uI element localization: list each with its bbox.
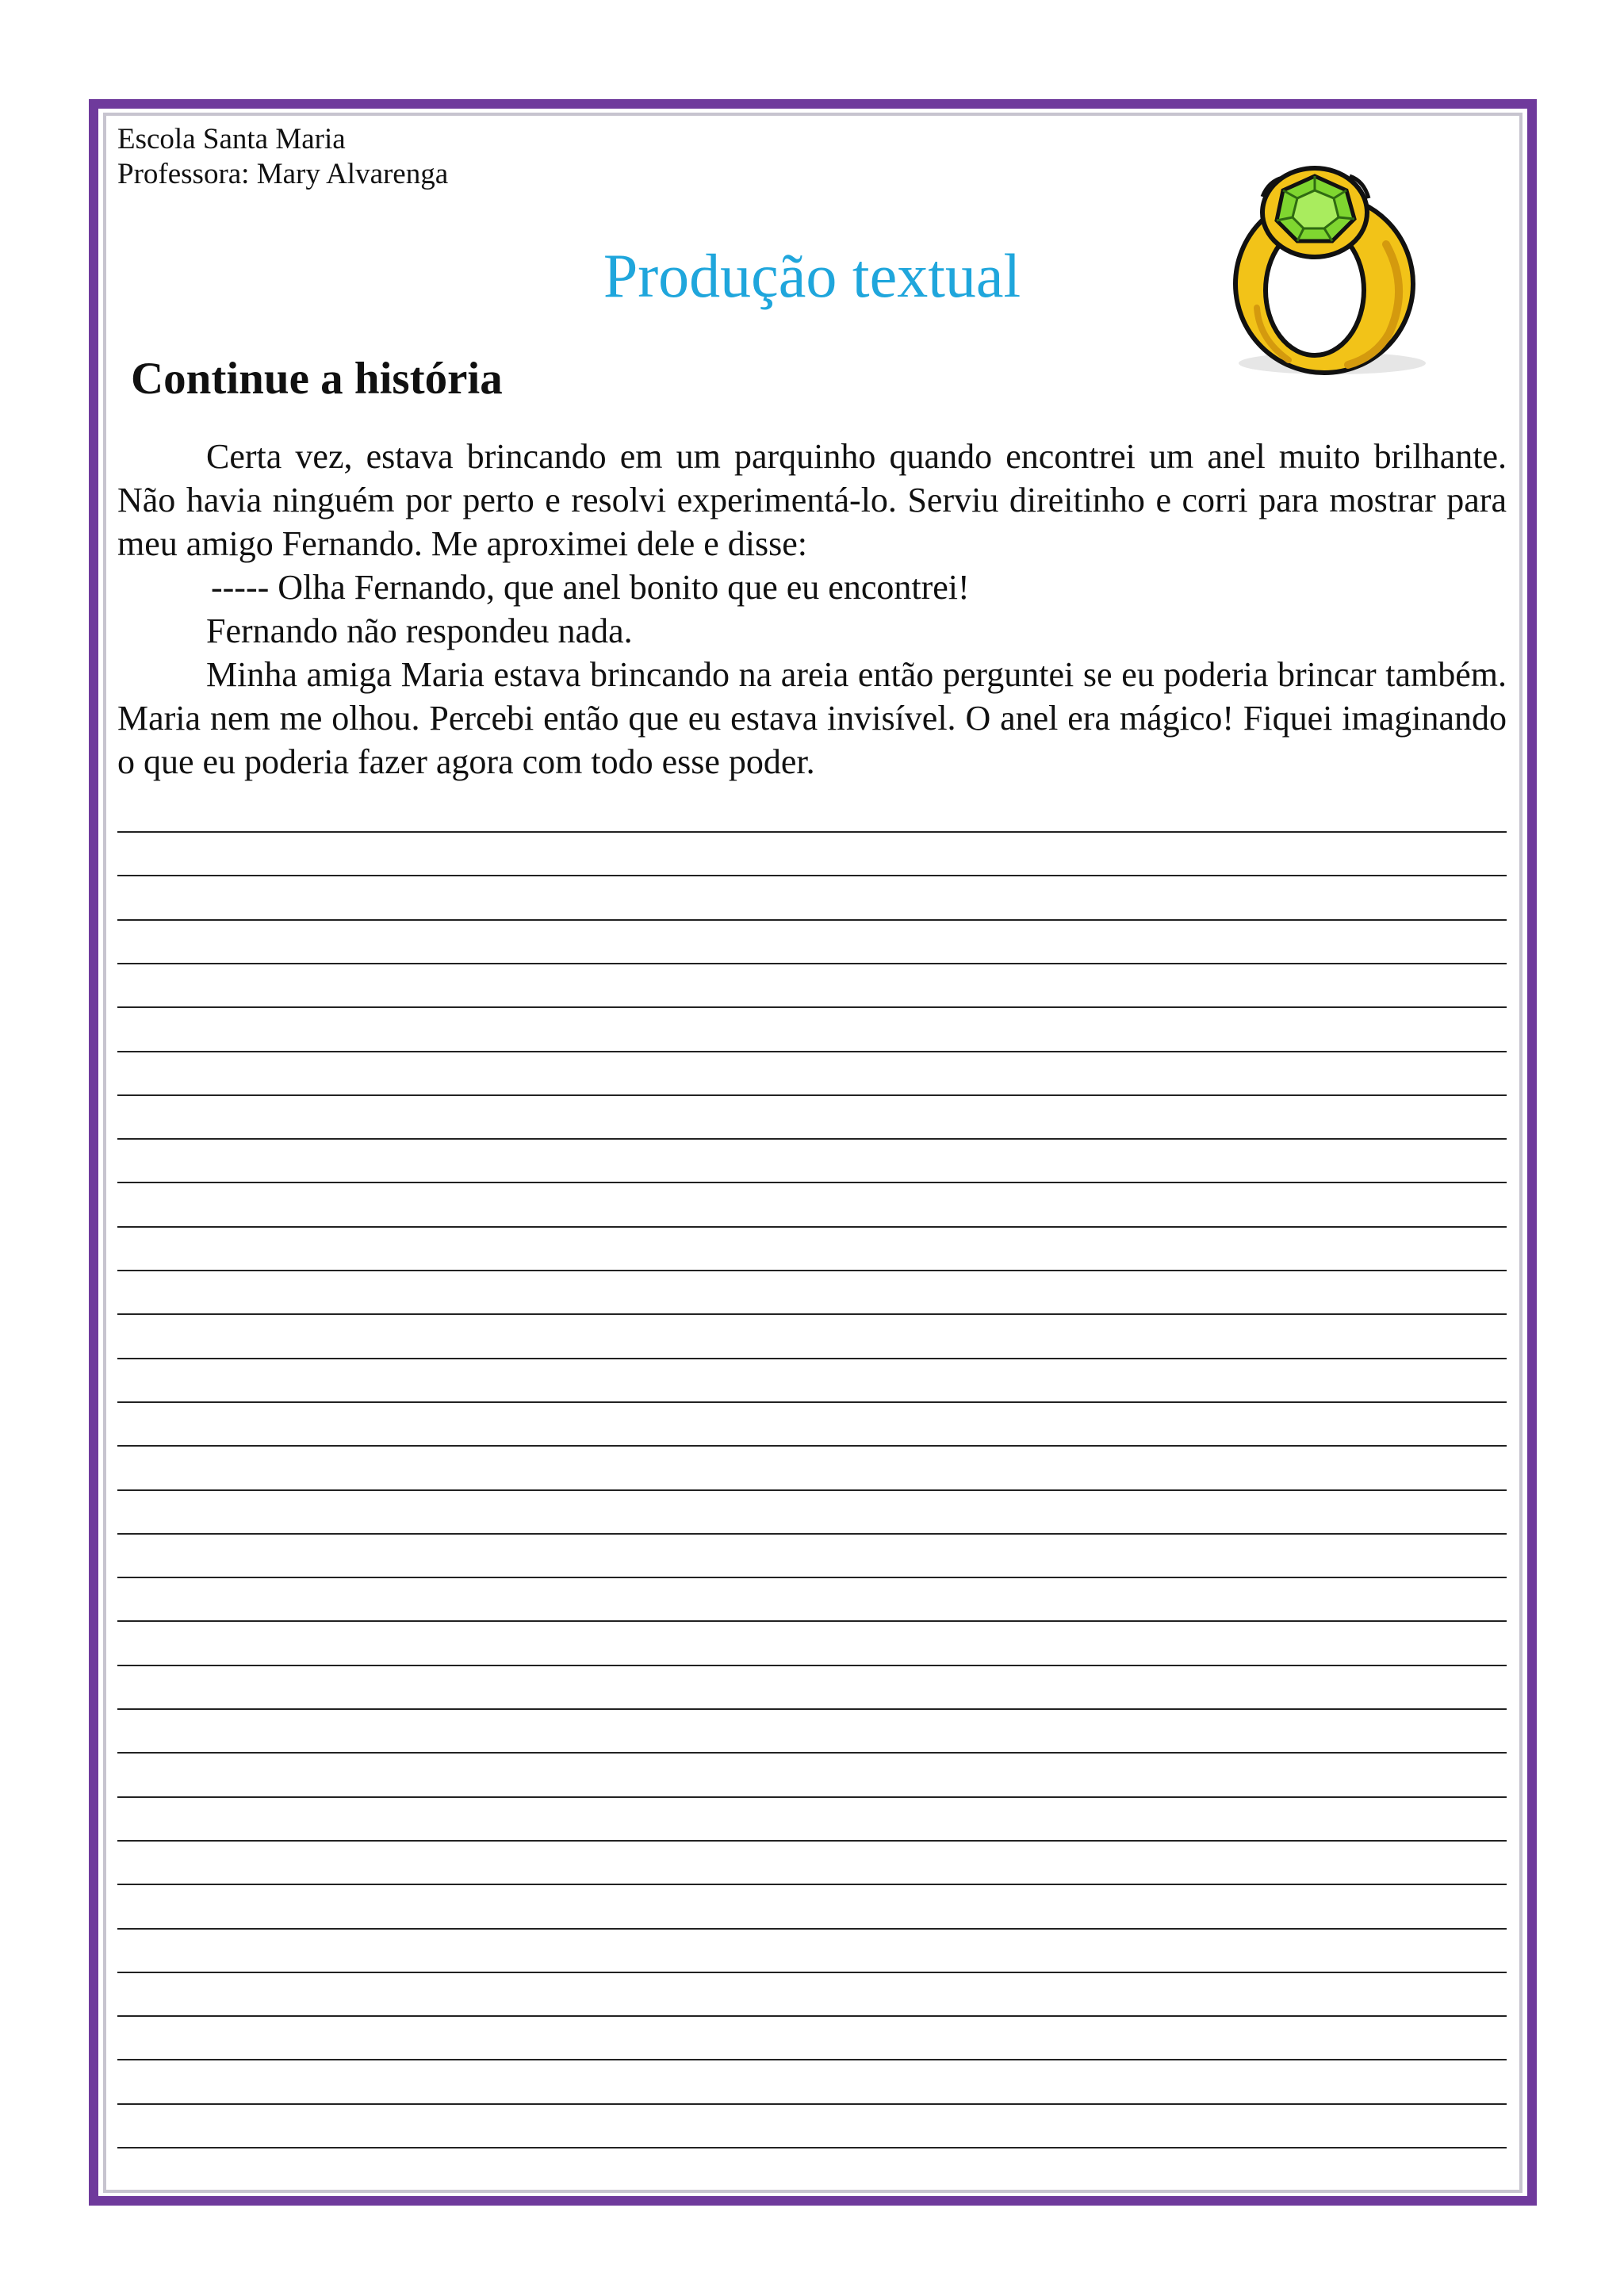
- school-name: Escola Santa Maria: [117, 123, 346, 155]
- writing-line[interactable]: [117, 1928, 1507, 1930]
- writing-line[interactable]: [117, 1533, 1507, 1535]
- writing-line[interactable]: [117, 2015, 1507, 2017]
- writing-line[interactable]: [117, 919, 1507, 921]
- writing-line[interactable]: [117, 1094, 1507, 1096]
- writing-line[interactable]: [117, 1138, 1507, 1140]
- writing-line[interactable]: [117, 1270, 1507, 1271]
- writing-line[interactable]: [117, 1796, 1507, 1798]
- writing-line[interactable]: [117, 1577, 1507, 1578]
- writing-line[interactable]: [117, 1840, 1507, 1842]
- writing-line[interactable]: [117, 2147, 1507, 2148]
- writing-line[interactable]: [117, 1006, 1507, 1008]
- writing-line[interactable]: [117, 1665, 1507, 1666]
- writing-line[interactable]: [117, 1620, 1507, 1622]
- teacher-name: Professora: Mary Alvarenga: [117, 158, 449, 190]
- writing-line[interactable]: [117, 875, 1507, 876]
- writing-line[interactable]: [117, 2059, 1507, 2060]
- page-title-text: Produção textual: [603, 241, 1021, 310]
- writing-line[interactable]: [117, 1445, 1507, 1447]
- story-paragraph: Certa vez, estava brincando em um parquinho quando encontrei um anel muito brilhante. Não havia ninguém por perto e resolvi experimentá-lo. Serviu direitinho e corri para mostrar para meu amigo Fernando. Me aproximei dele e disse:: [117, 437, 1507, 563]
- activity-heading: Continue a história: [131, 354, 503, 404]
- story-dialogue: ----- Olha Fernando, que anel bonito que eu encontrei!: [211, 568, 970, 607]
- writing-line[interactable]: [117, 1051, 1507, 1052]
- writing-line[interactable]: [117, 1752, 1507, 1754]
- writing-line[interactable]: [117, 2103, 1507, 2105]
- writing-line[interactable]: [117, 1708, 1507, 1710]
- writing-line[interactable]: [117, 1226, 1507, 1228]
- page-inner-border: [103, 113, 1522, 2193]
- writing-line[interactable]: [117, 1489, 1507, 1491]
- writing-line[interactable]: [117, 1884, 1507, 1885]
- writing-line[interactable]: [117, 1972, 1507, 1973]
- writing-line[interactable]: [117, 1401, 1507, 1403]
- writing-line[interactable]: [117, 963, 1507, 964]
- ring-with-green-gem-icon: [1213, 149, 1435, 387]
- writing-line[interactable]: [117, 1313, 1507, 1315]
- writing-line[interactable]: [117, 1182, 1507, 1183]
- writing-line[interactable]: [117, 1358, 1507, 1359]
- story-paragraph: Fernando não respondeu nada.: [206, 611, 633, 650]
- story-text: [117, 435, 1507, 784]
- writing-line[interactable]: [117, 831, 1507, 833]
- story-paragraph: Minha amiga Maria estava brincando na areia então perguntei se eu poderia brincar também. Maria nem me olhou. Percebi então que eu estava invisível. O anel era mágico! Fiquei imaginando o que eu poderia fazer agora com todo esse poder.: [117, 655, 1507, 781]
